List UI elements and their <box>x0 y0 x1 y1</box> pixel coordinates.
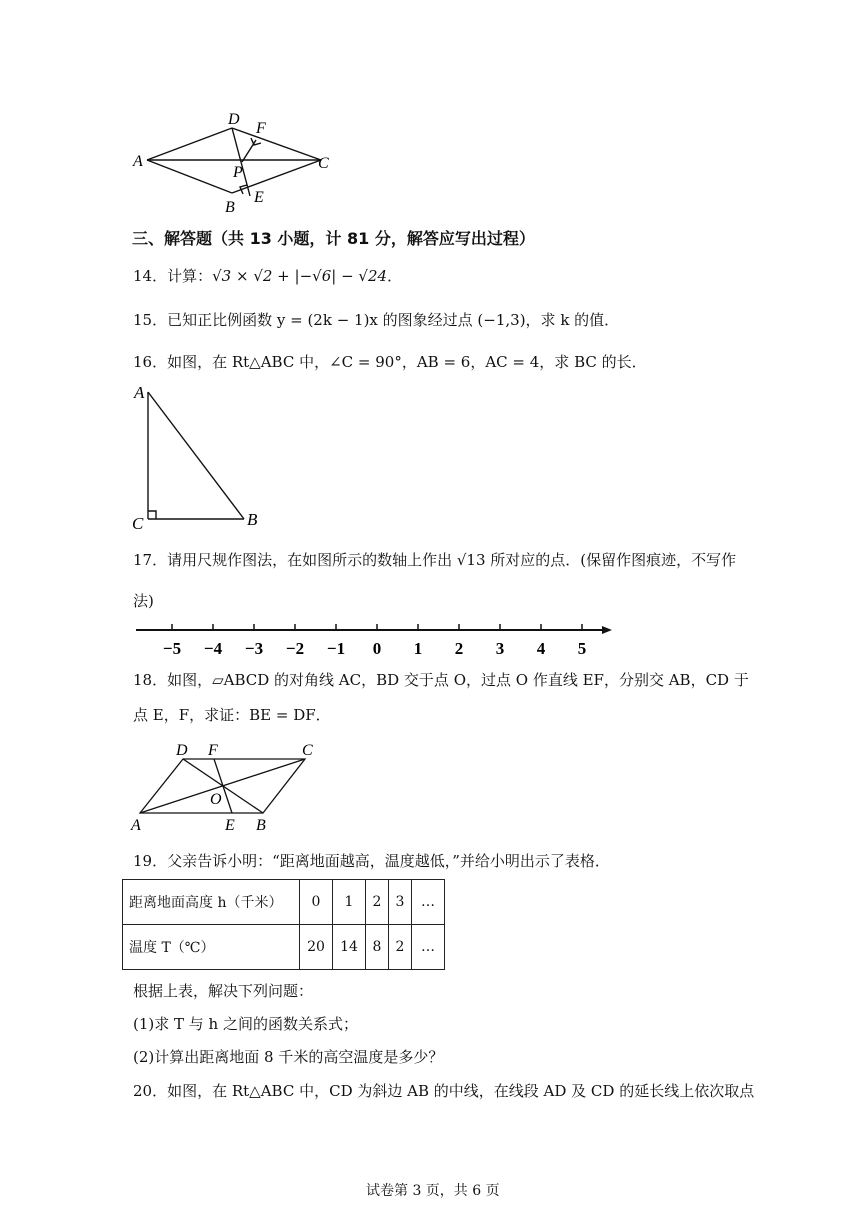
question-19-intro: 根据上表，解决下列问题： <box>133 982 314 1000</box>
question-text: 请用尺规作图法，在如图所示的数轴上作出 √13 所对应的点．(保留作图痕迹，不写作 <box>167 551 737 569</box>
tick-label: 2 <box>454 639 464 658</box>
question-number: 19． <box>133 852 168 870</box>
table-cell: … <box>412 880 445 925</box>
table-cell: … <box>412 925 445 970</box>
question-18-line2: 点 E，F，求证：BE = DF． <box>133 706 331 724</box>
row-header: 距离地面高度 h（千米） <box>123 880 300 925</box>
section-heading: 三、解答题（共 13 小题，计 81 分，解答应写出过程） <box>132 229 535 248</box>
table-row <box>123 880 445 925</box>
tick-label: 0 <box>372 639 382 658</box>
label-E: E <box>225 817 235 834</box>
tick-label: −3 <box>244 639 264 658</box>
label-E: E <box>254 189 264 206</box>
tick-label: 4 <box>536 639 546 658</box>
tick-label: 1 <box>413 639 423 658</box>
question-20 <box>133 1081 754 1101</box>
table-cell: 0 <box>300 880 333 925</box>
math-expression: √3 × √2 + |−√6| − √24 <box>212 267 388 285</box>
question-19-sub2: (2)计算出距离地面 8 千米的高空温度是多少？ <box>133 1048 444 1066</box>
table-row <box>123 925 445 970</box>
label-D: D <box>228 111 240 128</box>
label-A: A <box>131 817 141 834</box>
question-17-line1 <box>133 550 736 570</box>
question-text: 如图，▱ABCD 的对角线 AC，BD 交于点 O，过点 O 作直线 EF，分别交 AB，CD 于 <box>167 671 749 689</box>
figure-parallelogram <box>128 738 328 838</box>
label-C: C <box>318 155 329 172</box>
question-number: 14． <box>133 267 168 285</box>
table-cell: 2 <box>366 880 389 925</box>
label-F: F <box>256 120 266 137</box>
label-C: C <box>132 514 144 532</box>
tick-label: −4 <box>203 639 223 658</box>
question-text: 父亲告诉小明：“距离地面越高，温度越低，”并给小明出示了表格． <box>167 852 610 870</box>
number-line <box>130 620 620 662</box>
question-prompt: 计算： <box>167 267 213 285</box>
table-cell: 1 <box>333 880 366 925</box>
tick-label: 5 <box>577 639 587 658</box>
label-B: B <box>225 199 235 216</box>
figure-right-triangle <box>128 382 268 532</box>
tick-label: −1 <box>326 639 346 658</box>
question-text: 如图，在 Rt△ABC 中，CD 为斜边 AB 的中线，在线段 AD 及 CD 的延长线上依次取点 <box>167 1082 755 1100</box>
question-15 <box>133 310 619 330</box>
question-19-sub1: (1)求 T 与 h 之间的函数关系式； <box>133 1015 358 1033</box>
label-C: C <box>302 742 313 759</box>
page-footer: 试卷第 3 页，共 6 页 <box>366 1183 500 1199</box>
question-17-line2: 法) <box>133 592 154 610</box>
question-14: 14．计算：√3 × √2 + |−√6| − √24． <box>133 267 403 285</box>
table-cell: 2 <box>389 925 412 970</box>
question-16 <box>133 352 647 372</box>
tick-label: 3 <box>495 639 505 658</box>
question-text: 已知正比例函数 y = (2k − 1)x 的图象经过点 (−1,3)，求 k 的值． <box>167 311 620 329</box>
tick-label: −2 <box>285 639 305 658</box>
question-number: 18． <box>133 671 168 689</box>
row-header: 温度 T（℃） <box>123 925 300 970</box>
table-cell: 3 <box>389 880 412 925</box>
figure-rhombus <box>125 105 345 220</box>
label-B: B <box>247 510 258 529</box>
tick-label: −5 <box>162 639 182 658</box>
label-F: F <box>208 742 218 759</box>
table-cell: 14 <box>333 925 366 970</box>
question-number: 20． <box>133 1082 168 1100</box>
label-A: A <box>133 153 143 170</box>
table-cell: 8 <box>366 925 389 970</box>
question-text: 如图，在 Rt△ABC 中，∠C = 90°，AB = 6，AC = 4，求 BC 的长． <box>167 353 647 371</box>
question-number: 17． <box>133 551 168 569</box>
label-A: A <box>134 383 145 402</box>
data-table <box>122 879 445 970</box>
label-B: B <box>256 817 266 834</box>
label-D: D <box>176 742 188 759</box>
label-O: O <box>210 791 222 808</box>
question-19 <box>133 851 610 871</box>
label-P: P <box>233 164 243 181</box>
question-number: 16． <box>133 353 168 371</box>
question-number: 15． <box>133 311 168 329</box>
table-cell: 20 <box>300 925 333 970</box>
question-18-line1 <box>133 670 749 690</box>
